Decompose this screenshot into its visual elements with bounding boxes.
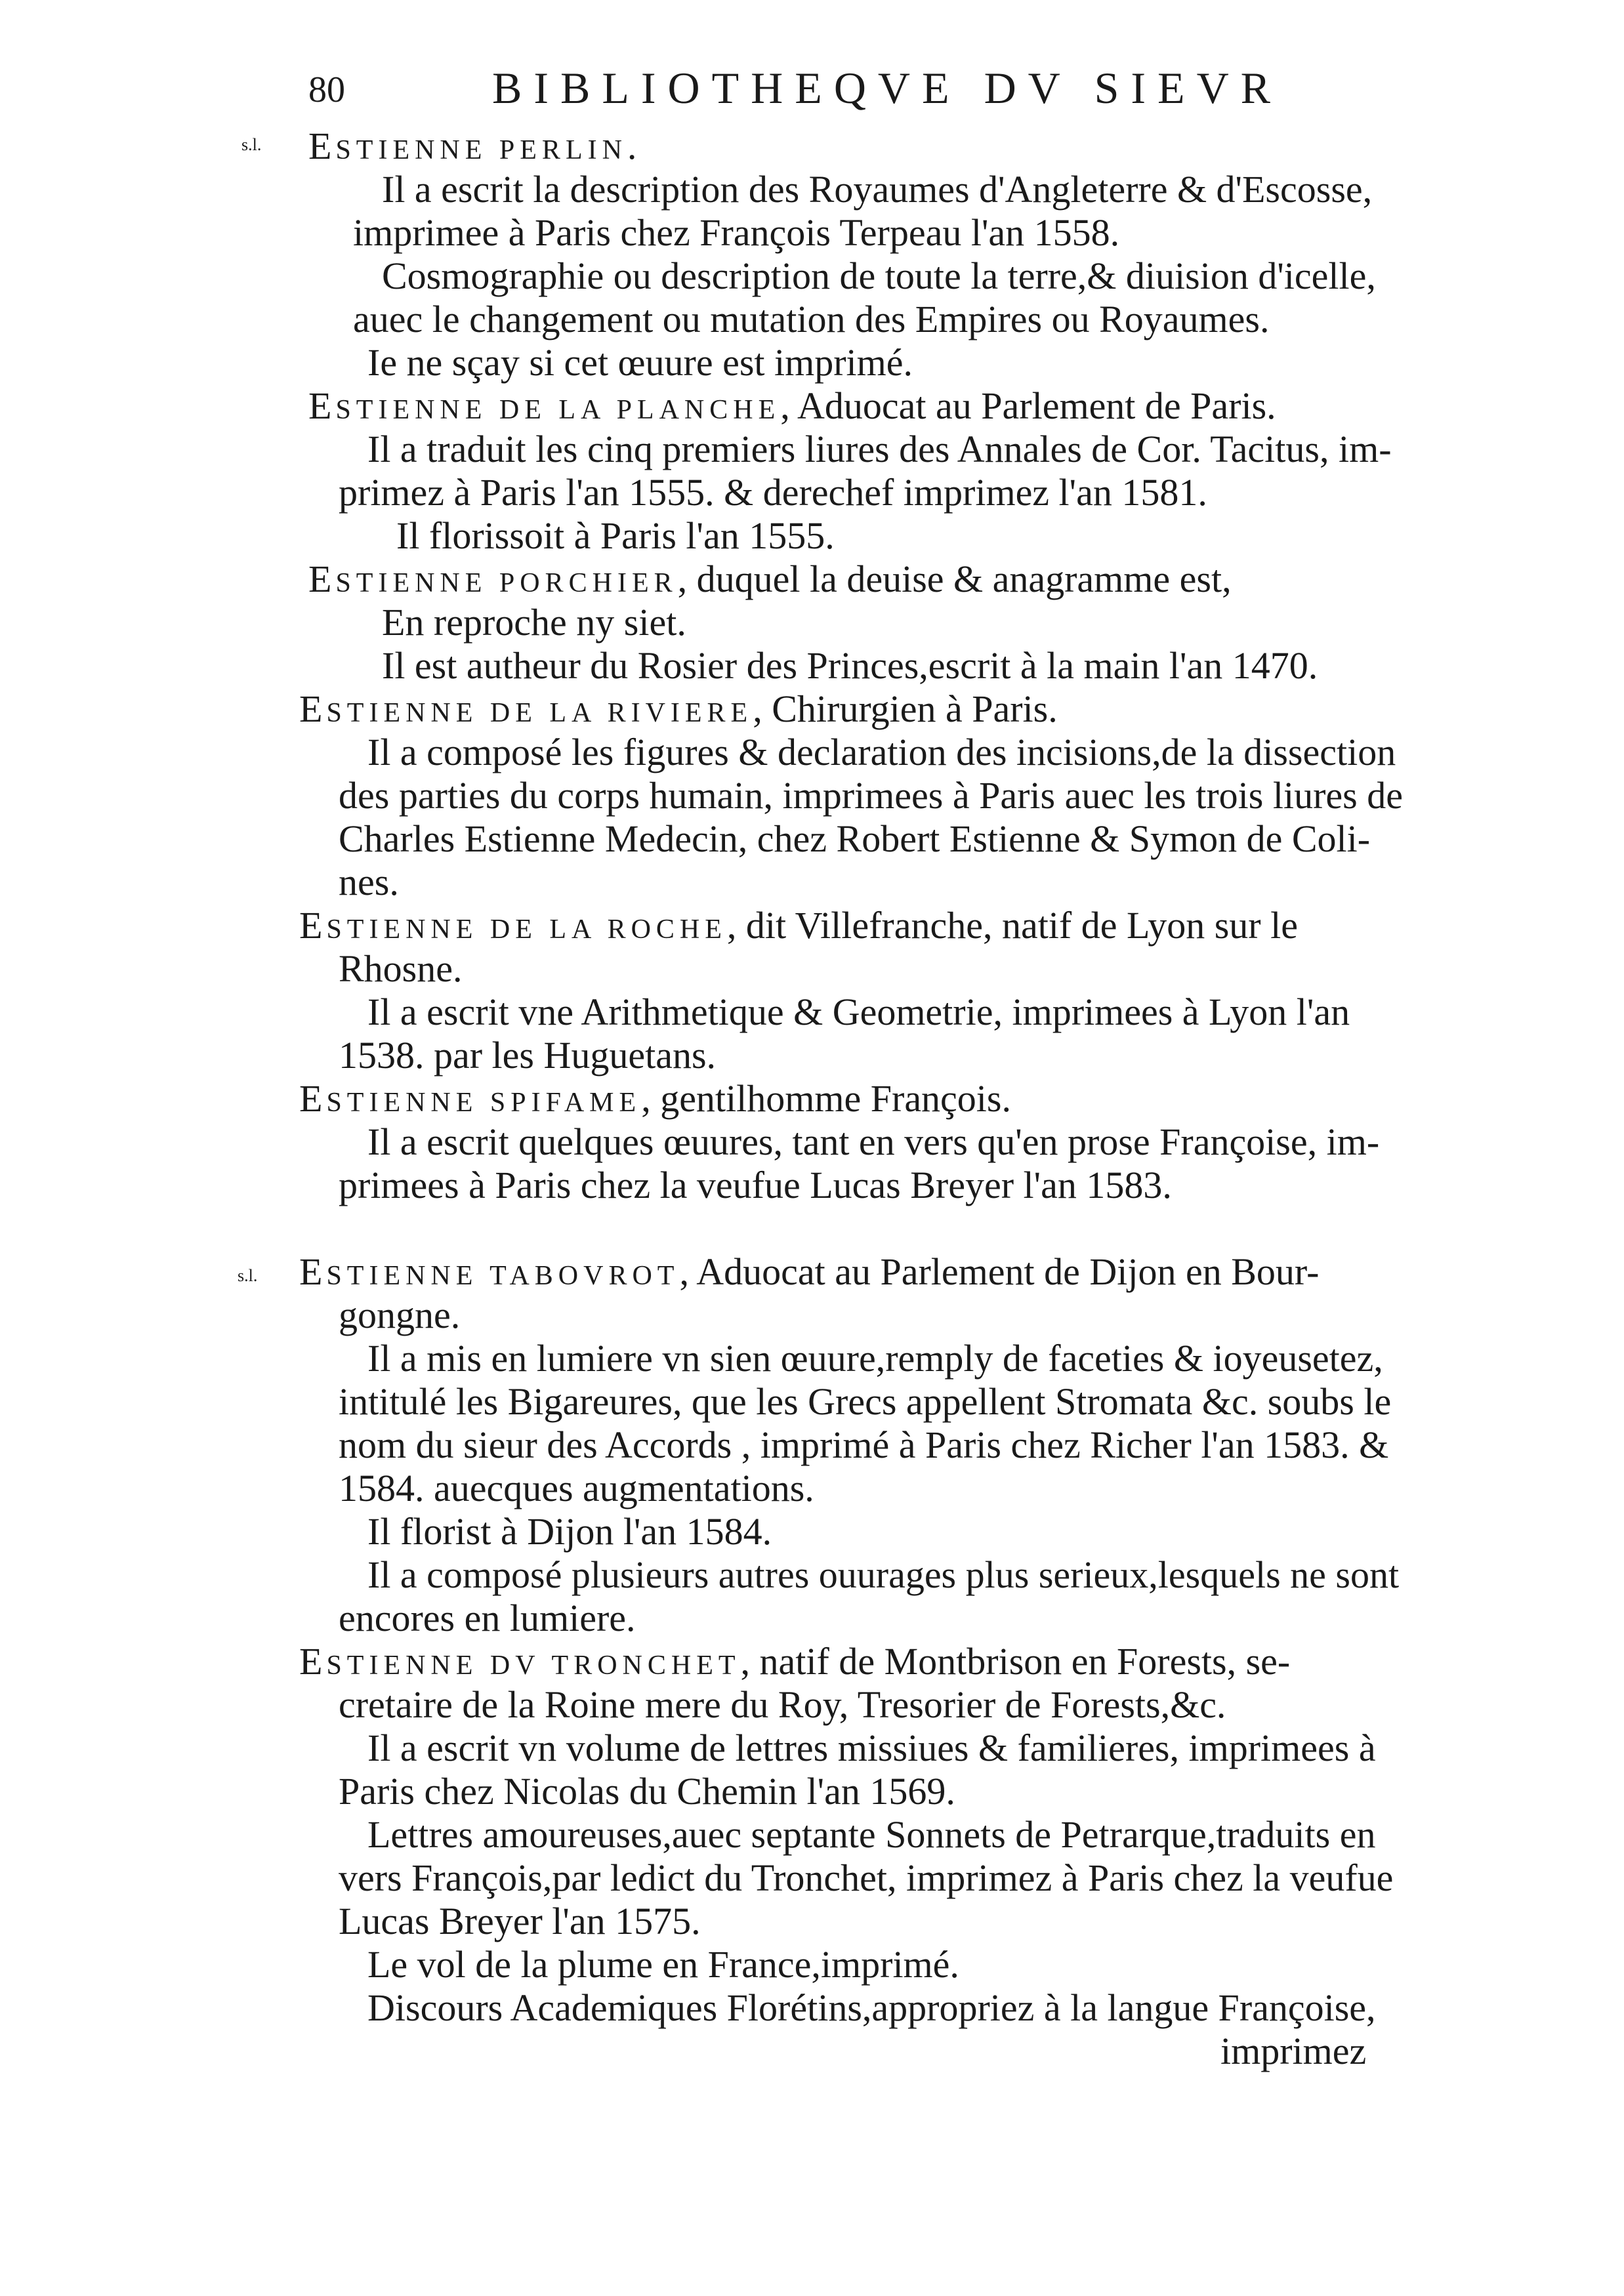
catchword: imprimez: [1220, 2030, 1367, 2072]
text-line: Il florissoit à Paris l'an 1555.: [396, 514, 835, 557]
text-line: En reproche ny siet.: [382, 601, 686, 644]
text-line: 1584. auecques augmentations.: [339, 1467, 814, 1509]
text-line: Il est autheur du Rosier des Princes,escrit à la main l'an 1470.: [382, 644, 1318, 687]
entry-heading: ESTIENNE PORCHIER, duquel la deuise & anagramme est,: [308, 558, 1232, 600]
text-line: nom du sieur des Accords , imprimé à Paris chez Richer l'an 1583. &: [339, 1424, 1389, 1466]
text-line: Il a escrit vn volume de lettres missiues & familieres, imprimees à: [367, 1727, 1376, 1769]
entry-heading: ESTIENNE SPIFAME, gentilhomme François.: [299, 1077, 1011, 1120]
text-line: vers François,par ledict du Tronchet, imprimez à Paris chez la veufue: [339, 1856, 1394, 1899]
entry-heading: ESTIENNE DE LA PLANCHE, Aduocat au Parlement de Paris.: [308, 384, 1276, 427]
entry-heading: ESTIENNE TABOVROT, Aduocat au Parlement de Dijon en Bour-: [299, 1250, 1320, 1293]
text-line: Lucas Breyer l'an 1575.: [339, 1900, 701, 1942]
text-line: Discours Academiques Florétins,appropriez à la langue Françoise,: [367, 1986, 1376, 2029]
margin-mark: s.l.: [241, 135, 262, 154]
text-line: Paris chez Nicolas du Chemin l'an 1569.: [339, 1770, 955, 1813]
text-line: imprimee à Paris chez François Terpeau l'an 1558.: [353, 211, 1120, 254]
text-line: Charles Estienne Medecin, chez Robert Estienne & Symon de Coli-: [339, 817, 1371, 860]
text-line: des parties du corps humain, imprimees à Paris auec les trois liures de: [339, 774, 1403, 817]
text-line: primees à Paris chez la veufue Lucas Breyer l'an 1583.: [339, 1164, 1172, 1206]
entry-heading: ESTIENNE DE LA ROCHE, dit Villefranche, natif de Lyon sur le: [299, 904, 1298, 947]
text-line: Cosmographie ou description de toute la terre,& diuision d'icelle,: [382, 255, 1376, 297]
text-line: Il a escrit vne Arithmetique & Geometrie, imprimees à Lyon l'an: [367, 991, 1350, 1033]
text-line: Il a escrit quelques œuures, tant en vers qu'en prose Françoise, im-: [367, 1120, 1380, 1163]
text-line: encores en lumiere.: [339, 1597, 636, 1639]
text-line: cretaire de la Roine mere du Roy, Tresorier de Forests,&c.: [339, 1683, 1226, 1726]
text-line: Il a traduit les cinq premiers liures des Annales de Cor. Tacitus, im-: [367, 428, 1392, 470]
text-line: primez à Paris l'an 1555. & derechef imprimez l'an 1581.: [339, 471, 1207, 514]
entry-heading: ESTIENNE DE LA RIVIERE, Chirurgien à Paris.: [299, 687, 1058, 730]
running-title: BIBLIOTHEQVE DV SIEVR: [492, 63, 1283, 113]
text-line: gongne.: [339, 1294, 461, 1336]
text-line: Il a composé plusieurs autres ouurages plus serieux,lesquels ne sont: [367, 1553, 1400, 1596]
text-line: Rhosne.: [339, 947, 463, 990]
text-line: nes.: [339, 861, 399, 903]
page-number: 80: [308, 70, 345, 110]
text-line: Ie ne sçay si cet œuure est imprimé.: [367, 341, 913, 384]
text-line: Il florist à Dijon l'an 1584.: [367, 1510, 772, 1553]
text-line: Lettres amoureuses,auec septante Sonnets de Petrarque,traduits en: [367, 1813, 1376, 1856]
text-line: Le vol de la plume en France,imprimé.: [367, 1943, 959, 1986]
page-header: [308, 62, 1283, 121]
text-line: Il a escrit la description des Royaumes d'Angleterre & d'Escosse,: [382, 168, 1373, 211]
entry-heading: ESTIENNE DV TRONCHET, natif de Montbrison en Forests, se-: [299, 1640, 1291, 1683]
text-line: 1538. par les Huguetans.: [339, 1034, 717, 1076]
text-line: intitulé les Bigareures, que les Grecs appellent Stromata &c. soubs le: [339, 1380, 1392, 1423]
text-line: auec le changement ou mutation des Empires ou Royaumes.: [353, 298, 1270, 340]
margin-mark: s.l.: [238, 1266, 258, 1285]
text-line: Il a composé les figures & declaration des incisions,de la dissection: [367, 731, 1396, 773]
entry-heading: ESTIENNE PERLIN.: [308, 125, 637, 167]
text-line: Il a mis en lumiere vn sien œuure,remply de faceties & ioyeusetez,: [367, 1337, 1383, 1380]
